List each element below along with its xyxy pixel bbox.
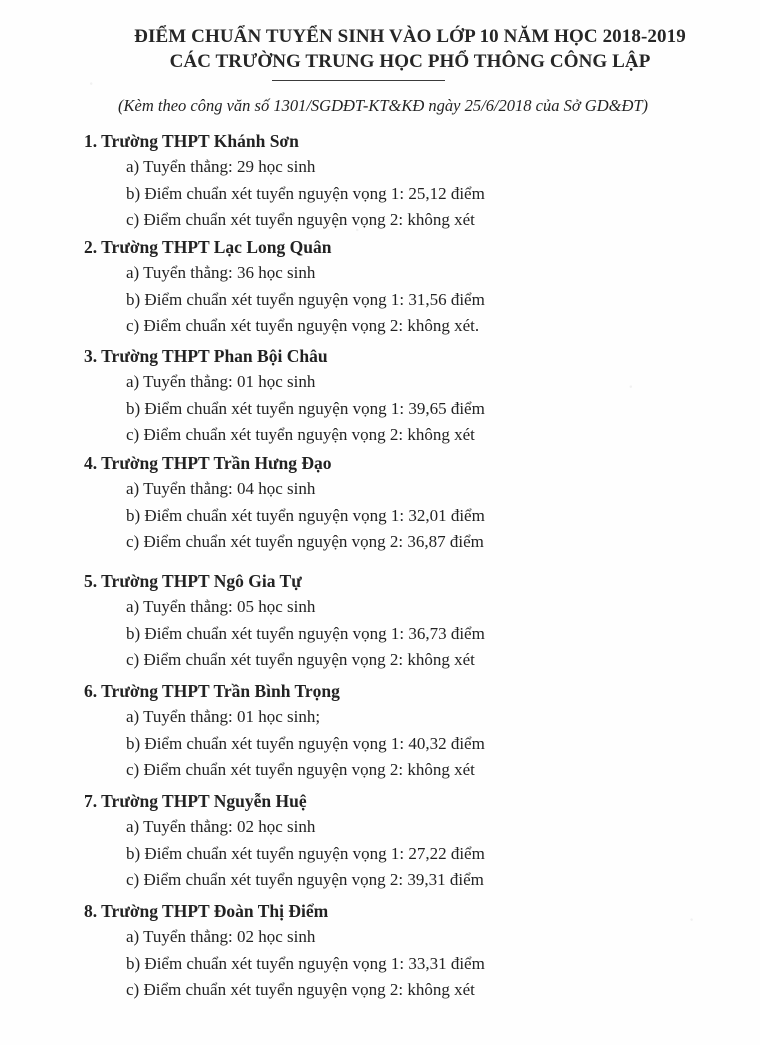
cutoff-aspiration-1-line: b) Điểm chuẩn xét tuyển nguyện vọng 1: 33,31 điểm: [126, 953, 485, 973]
title-underline-divider: [272, 80, 445, 81]
school-section-4: [84, 450, 485, 556]
school-name: 1. Trường THPT Khánh Sơn: [84, 131, 299, 151]
school-section-6: [84, 678, 485, 784]
school-name: 6. Trường THPT Trần Bình Trọng: [84, 681, 340, 701]
direct-admission-line: a) Tuyển thẳng: 01 học sinh;: [126, 707, 321, 726]
cutoff-aspiration-2-line: c) Điểm chuẩn xét tuyển nguyện vọng 2: 36,87 điểm: [126, 532, 484, 551]
school-section-3: [84, 343, 485, 449]
document-title-line-1: ĐIỂM CHUẨN TUYỂN SINH VÀO LỚP 10 NĂM HỌC 2018-2019: [134, 26, 686, 47]
direct-admission-line: a) Tuyển thẳng: 02 học sinh: [126, 817, 316, 836]
school-section-1: [84, 128, 485, 234]
cutoff-aspiration-2-line: c) Điểm chuẩn xét tuyển nguyện vọng 2: 39,31 điểm: [126, 870, 484, 889]
cutoff-aspiration-2-line: c) Điểm chuẩn xét tuyển nguyện vọng 2: không xét: [126, 650, 475, 669]
direct-admission-line: a) Tuyển thẳng: 05 học sinh: [126, 597, 316, 616]
cutoff-aspiration-2-line: c) Điểm chuẩn xét tuyển nguyện vọng 2: không xét: [126, 210, 475, 229]
direct-admission-line: a) Tuyển thẳng: 02 học sinh: [126, 927, 316, 946]
school-section-2: [84, 234, 485, 340]
direct-admission-line: a) Tuyển thẳng: 04 học sinh: [126, 479, 316, 498]
school-name: 4. Trường THPT Trần Hưng Đạo: [84, 453, 332, 473]
cutoff-aspiration-1-line: b) Điểm chuẩn xét tuyển nguyện vọng 1: 40,32 điểm: [126, 733, 485, 753]
cutoff-aspiration-2-line: c) Điểm chuẩn xét tuyển nguyện vọng 2: không xét.: [126, 316, 480, 335]
cutoff-aspiration-2-line: c) Điểm chuẩn xét tuyển nguyện vọng 2: không xét: [126, 980, 475, 999]
cutoff-aspiration-2-line: c) Điểm chuẩn xét tuyển nguyện vọng 2: không xét: [126, 425, 475, 444]
direct-admission-line: a) Tuyển thẳng: 01 học sinh: [126, 372, 316, 391]
direct-admission-line: a) Tuyển thẳng: 29 học sinh: [126, 157, 316, 176]
document-subtitle: (Kèm theo công văn số 1301/SGDĐT-KT&KĐ ngày 25/6/2018 của Sở GD&ĐT): [118, 96, 649, 115]
school-section-8: [84, 898, 485, 1004]
cutoff-aspiration-1-line: b) Điểm chuẩn xét tuyển nguyện vọng 1: 36,73 điểm: [126, 623, 485, 643]
school-name: 5. Trường THPT Ngô Gia Tự: [84, 571, 302, 591]
school-name: 7. Trường THPT Nguyễn Huệ: [84, 791, 307, 811]
school-name: 3. Trường THPT Phan Bội Châu: [84, 346, 328, 366]
cutoff-aspiration-2-line: c) Điểm chuẩn xét tuyển nguyện vọng 2: không xét: [126, 760, 475, 779]
cutoff-aspiration-1-line: b) Điểm chuẩn xét tuyển nguyện vọng 1: 25,12 điểm: [126, 183, 485, 203]
school-section-5: [84, 568, 485, 674]
document-title-line-2: CÁC TRƯỜNG TRUNG HỌC PHỔ THÔNG CÔNG LẬP: [169, 51, 651, 72]
school-section-7: [84, 788, 485, 894]
cutoff-aspiration-1-line: b) Điểm chuẩn xét tuyển nguyện vọng 1: 27,22 điểm: [126, 843, 485, 863]
direct-admission-line: a) Tuyển thẳng: 36 học sinh: [126, 263, 316, 282]
school-name: 8. Trường THPT Đoàn Thị Điểm: [84, 901, 329, 921]
cutoff-aspiration-1-line: b) Điểm chuẩn xét tuyển nguyện vọng 1: 39,65 điểm: [126, 398, 485, 418]
school-name: 2. Trường THPT Lạc Long Quân: [84, 237, 332, 257]
cutoff-aspiration-1-line: b) Điểm chuẩn xét tuyển nguyện vọng 1: 31,56 điểm: [126, 289, 485, 309]
cutoff-aspiration-1-line: b) Điểm chuẩn xét tuyển nguyện vọng 1: 32,01 điểm: [126, 505, 485, 525]
